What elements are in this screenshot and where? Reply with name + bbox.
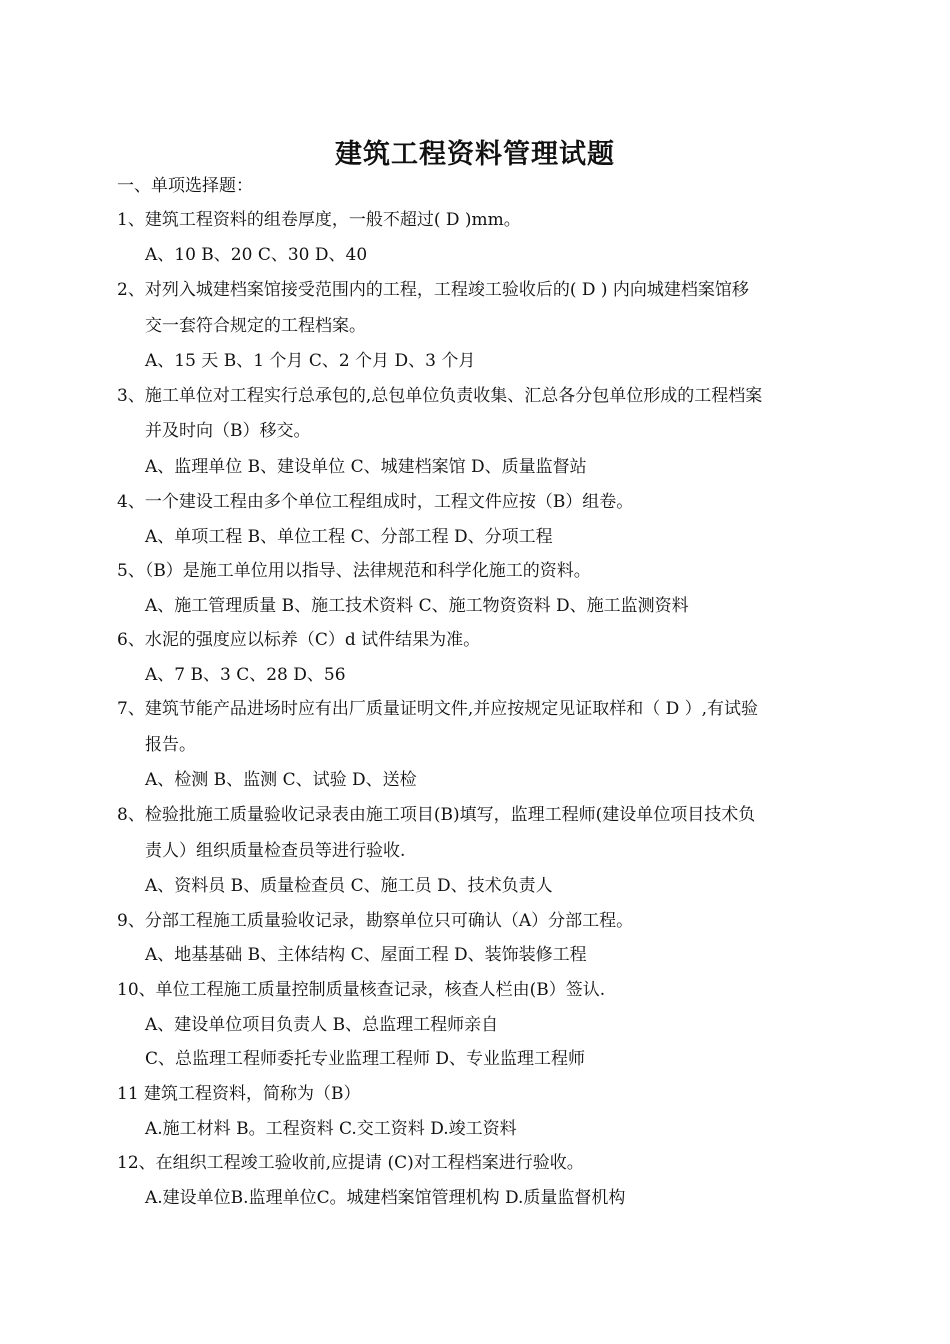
options-11: A.施工材料 B。工程资料 C.交工资料 D.竣工资料 <box>145 1119 517 1139</box>
options-5: A、施工管理质量 B、施工技术资料 C、施工物资资料 D、施工监测资料 <box>145 596 689 616</box>
question-6: 6、水泥的强度应以标养（C）d 试件结果为准。 <box>117 630 481 650</box>
question-2-cont: 交一套符合规定的工程档案。 <box>145 316 366 336</box>
section-heading: 一、单项选择题： <box>117 176 253 196</box>
document-title: 建筑工程资料管理试题 <box>335 139 615 170</box>
question-12: 12、在组织工程竣工验收前,应提请 (C)对工程档案进行验收。 <box>117 1153 584 1173</box>
question-8-cont: 责人）组织质量检查员等进行验收. <box>145 841 406 861</box>
question-10: 10、单位工程施工质量控制质量核查记录，核查人栏由(B）签认. <box>117 980 606 1000</box>
question-8: 8、检验批施工质量验收记录表由施工项目(B)填写，监理工程师(建设单位项目技术负 <box>117 805 756 825</box>
question-7: 7、建筑节能产品进场时应有出厂质量证明文件,并应按规定见证取样和（ D ）,有试验 <box>117 699 759 719</box>
options-7: A、检测 B、监测 C、试验 D、送检 <box>145 770 417 790</box>
options-12: A.建设单位B.监理单位C。城建档案馆管理机构 D.质量监督机构 <box>145 1188 626 1208</box>
options-10b: C、总监理工程师委托专业监理工程师 D、专业监理工程师 <box>145 1049 586 1069</box>
options-1: A、10 B、20 C、30 D、40 <box>145 245 368 265</box>
options-9: A、地基基础 B、主体结构 C、屋面工程 D、装饰装修工程 <box>145 945 587 965</box>
question-7-cont: 报告。 <box>145 735 196 755</box>
question-3-cont: 并及时向（B）移交。 <box>145 421 311 441</box>
options-4: A、单项工程 B、单位工程 C、分部工程 D、分项工程 <box>145 527 553 547</box>
question-4: 4、一个建设工程由多个单位工程组成时，工程文件应按（B）组卷。 <box>117 492 634 512</box>
question-3: 3、施工单位对工程实行总承包的,总包单位负责收集、汇总各分包单位形成的工程档案 <box>117 386 763 406</box>
options-10a: A、建设单位项目负责人 B、总监理工程师亲自 <box>145 1015 499 1035</box>
question-5: 5、（B）是施工单位用以指导、法律规范和科学化施工的资料。 <box>117 561 591 581</box>
question-1: 1、建筑工程资料的组卷厚度，一般不超过( D )mm。 <box>117 210 521 230</box>
options-8: A、资料员 B、质量检查员 C、施工员 D、技术负责人 <box>145 876 553 896</box>
options-3: A、监理单位 B、建设单位 C、城建档案馆 D、质量监督站 <box>145 457 587 477</box>
question-2: 2、对列入城建档案馆接受范围内的工程，工程竣工验收后的( D ) 内向城建档案馆移 <box>117 280 749 300</box>
question-9: 9、分部工程施工质量验收记录，勘察单位只可确认（A）分部工程。 <box>117 911 634 931</box>
question-11: 11 建筑工程资料，简称为（B） <box>117 1084 361 1104</box>
options-6: A、7 B、3 C、28 D、56 <box>145 665 346 685</box>
options-2: A、15 天 B、1 个月 C、2 个月 D、3 个月 <box>145 351 476 371</box>
